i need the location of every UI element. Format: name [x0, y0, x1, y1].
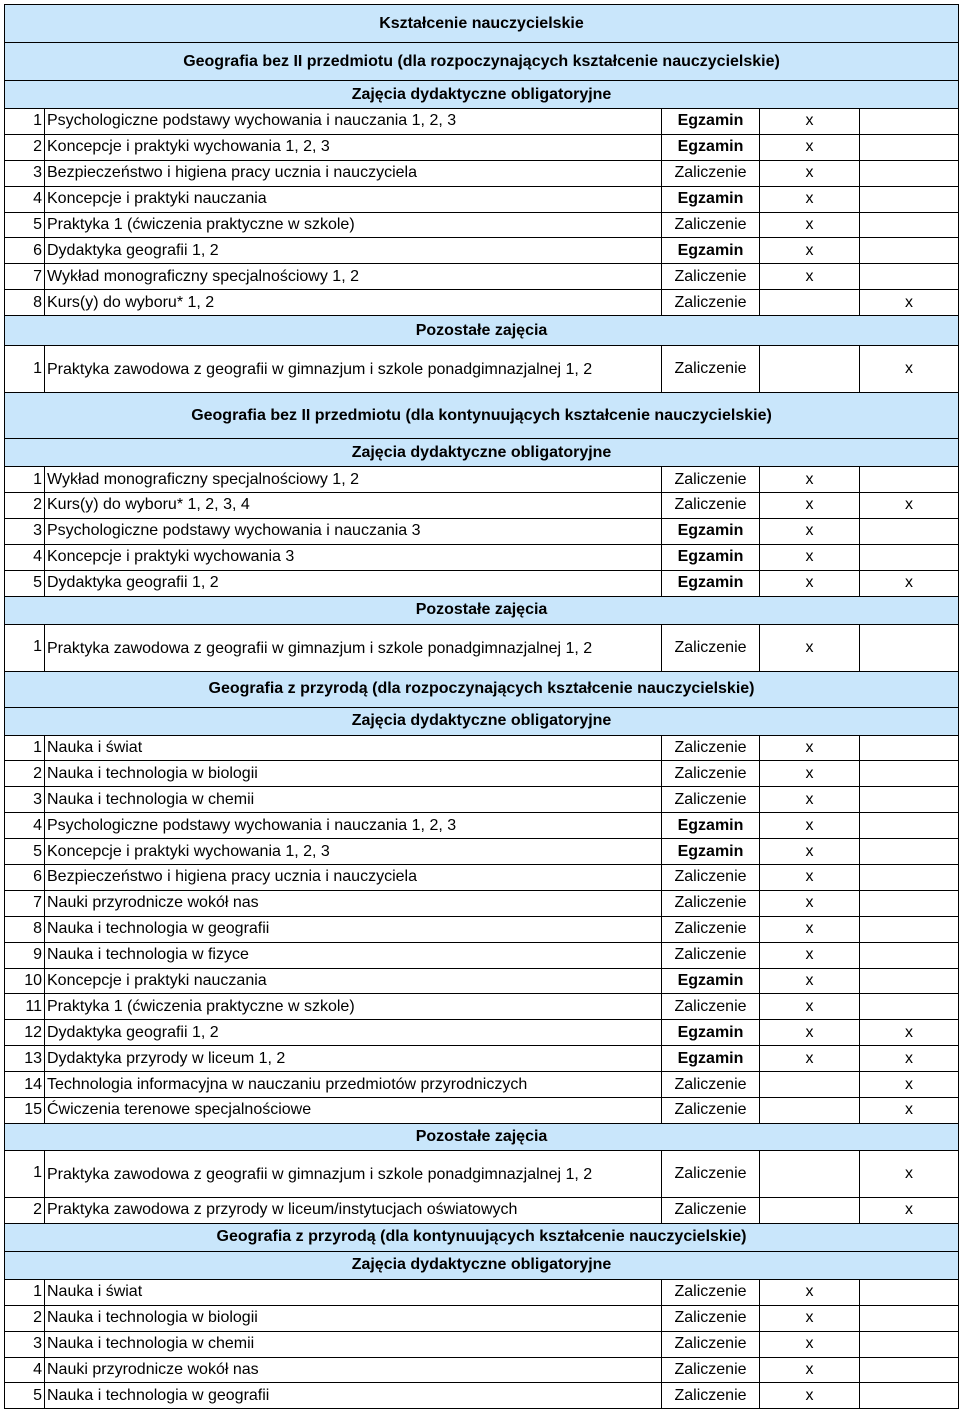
mark-column-1 [760, 1197, 860, 1223]
row-number: 4 [5, 544, 45, 570]
assessment-type: Zaliczenie [662, 346, 760, 393]
mark-column-1: x [760, 160, 860, 186]
mark-column-1: x [760, 968, 860, 994]
mark-column-2: x [860, 570, 959, 596]
mark-column-1: x [760, 994, 860, 1020]
course-name: Nauka i technologia w chemii [45, 787, 662, 813]
course-name: Dydaktyka przyrody w liceum 1, 2 [45, 1046, 662, 1072]
group-header-row [5, 707, 959, 735]
mark-column-2 [860, 624, 959, 671]
mark-column-2: x [860, 290, 959, 316]
table-row [5, 942, 959, 968]
group-header-row [5, 81, 959, 109]
assessment-type: Zaliczenie [662, 761, 760, 787]
course-name: Ćwiczenia terenowe specjalnościowe [45, 1098, 662, 1124]
table-row [5, 1098, 959, 1124]
mark-column-2 [860, 518, 959, 544]
mark-column-2 [860, 968, 959, 994]
table-row [5, 518, 959, 544]
group-heading: Zajęcia dydaktyczne obligatoryjne [5, 1251, 959, 1279]
assessment-type: Egzamin [662, 1020, 760, 1046]
table-row [5, 1197, 959, 1223]
assessment-type: Zaliczenie [662, 264, 760, 290]
table-row [5, 212, 959, 238]
table-row [5, 1383, 959, 1409]
course-name: Praktyka zawodowa z geografii w gimnazjum i szkole ponadgimnazjalnej 1, 2 [45, 624, 662, 671]
mark-column-2 [860, 467, 959, 493]
mark-column-2: x [860, 1150, 959, 1197]
mark-column-2 [860, 1279, 959, 1305]
mark-column-2 [860, 544, 959, 570]
group-header-row [5, 1123, 959, 1150]
mark-column-1: x [760, 865, 860, 891]
assessment-type: Zaliczenie [662, 890, 760, 916]
table-row [5, 570, 959, 596]
mark-column-1: x [760, 1305, 860, 1331]
row-number: 3 [5, 1331, 45, 1357]
section-heading: Geografia bez II przedmiotu (dla rozpoczynających kształcenie nauczycielskie) [5, 43, 959, 81]
title-row [5, 5, 959, 43]
section-heading: Geografia z przyrodą (dla rozpoczynających kształcenie nauczycielskie) [5, 671, 959, 707]
mark-column-1: x [760, 518, 860, 544]
course-name: Koncepcje i praktyki wychowania 1, 2, 3 [45, 839, 662, 865]
table-row [5, 1279, 959, 1305]
mark-column-2 [860, 212, 959, 238]
course-name: Nauka i świat [45, 735, 662, 761]
row-number: 2 [5, 493, 45, 519]
assessment-type: Egzamin [662, 570, 760, 596]
course-name: Praktyka zawodowa z geografii w gimnazjum i szkole ponadgimnazjalnej 1, 2 [45, 346, 662, 393]
section-header-row [5, 43, 959, 81]
row-number: 1 [5, 735, 45, 761]
course-name: Praktyka 1 (ćwiczenia praktyczne w szkole) [45, 994, 662, 1020]
course-name: Nauki przyrodnicze wokół nas [45, 890, 662, 916]
table-row [5, 134, 959, 160]
mark-column-1 [760, 346, 860, 393]
assessment-type: Zaliczenie [662, 160, 760, 186]
mark-column-1: x [760, 238, 860, 264]
row-number: 5 [5, 570, 45, 596]
assessment-type: Egzamin [662, 134, 760, 160]
mark-column-2: x [860, 1072, 959, 1098]
assessment-type: Zaliczenie [662, 916, 760, 942]
mark-column-2 [860, 735, 959, 761]
row-number: 3 [5, 787, 45, 813]
row-number: 6 [5, 865, 45, 891]
row-number: 9 [5, 942, 45, 968]
row-number: 2 [5, 1197, 45, 1223]
mark-column-1: x [760, 186, 860, 212]
program-table [4, 4, 959, 1409]
mark-column-1: x [760, 839, 860, 865]
mark-column-2 [860, 160, 959, 186]
row-number: 1 [5, 109, 45, 135]
table-row [5, 994, 959, 1020]
assessment-type: Zaliczenie [662, 787, 760, 813]
course-name: Nauka i świat [45, 1279, 662, 1305]
course-name: Dydaktyka geografii 1, 2 [45, 238, 662, 264]
row-number: 5 [5, 839, 45, 865]
assessment-type: Zaliczenie [662, 735, 760, 761]
row-number: 3 [5, 518, 45, 544]
table-row [5, 290, 959, 316]
mark-column-2 [860, 813, 959, 839]
section-header-row [5, 671, 959, 707]
table-row [5, 735, 959, 761]
assessment-type: Zaliczenie [662, 942, 760, 968]
assessment-type: Zaliczenie [662, 212, 760, 238]
mark-column-2 [860, 761, 959, 787]
mark-column-2 [860, 134, 959, 160]
table-row [5, 1020, 959, 1046]
table-row [5, 1305, 959, 1331]
group-heading: Zajęcia dydaktyczne obligatoryjne [5, 439, 959, 467]
mark-column-1: x [760, 1383, 860, 1409]
mark-column-2: x [860, 1197, 959, 1223]
mark-column-1: x [760, 1020, 860, 1046]
table-row [5, 1150, 959, 1197]
table-row [5, 493, 959, 519]
group-header-row [5, 316, 959, 346]
table-row [5, 787, 959, 813]
row-number: 4 [5, 186, 45, 212]
assessment-type: Egzamin [662, 813, 760, 839]
course-name: Bezpieczeństwo i higiena pracy ucznia i nauczyciela [45, 160, 662, 186]
assessment-type: Zaliczenie [662, 1383, 760, 1409]
group-heading: Pozostałe zajęcia [5, 316, 959, 346]
row-number: 12 [5, 1020, 45, 1046]
assessment-type: Egzamin [662, 109, 760, 135]
mark-column-1: x [760, 264, 860, 290]
row-number: 1 [5, 346, 45, 393]
course-name: Nauki przyrodnicze wokół nas [45, 1357, 662, 1383]
table-row [5, 624, 959, 671]
assessment-type: Zaliczenie [662, 865, 760, 891]
mark-column-2: x [860, 1098, 959, 1124]
mark-column-2 [860, 1357, 959, 1383]
mark-column-2 [860, 787, 959, 813]
assessment-type: Egzamin [662, 968, 760, 994]
row-number: 4 [5, 1357, 45, 1383]
row-number: 1 [5, 467, 45, 493]
course-name: Nauka i technologia w biologii [45, 1305, 662, 1331]
row-number: 5 [5, 212, 45, 238]
course-name: Praktyka zawodowa z geografii w gimnazjum i szkole ponadgimnazjalnej 1, 2 [45, 1150, 662, 1197]
course-name: Koncepcje i praktyki wychowania 3 [45, 544, 662, 570]
mark-column-1 [760, 1098, 860, 1124]
group-heading: Pozostałe zajęcia [5, 596, 959, 624]
assessment-type: Zaliczenie [662, 1357, 760, 1383]
assessment-type: Zaliczenie [662, 467, 760, 493]
mark-column-2 [860, 1383, 959, 1409]
course-name: Nauka i technologia w biologii [45, 761, 662, 787]
assessment-type: Egzamin [662, 1046, 760, 1072]
course-name: Kurs(y) do wyboru* 1, 2 [45, 290, 662, 316]
table-row [5, 1357, 959, 1383]
assessment-type: Zaliczenie [662, 1305, 760, 1331]
mark-column-1: x [760, 1046, 860, 1072]
course-name: Bezpieczeństwo i higiena pracy ucznia i nauczyciela [45, 865, 662, 891]
mark-column-1: x [760, 624, 860, 671]
row-number: 14 [5, 1072, 45, 1098]
section-heading: Geografia z przyrodą (dla kontynuujących kształcenie nauczycielskie) [5, 1223, 959, 1251]
row-number: 8 [5, 916, 45, 942]
course-name: Koncepcje i praktyki nauczania [45, 186, 662, 212]
mark-column-2 [860, 942, 959, 968]
mark-column-1: x [760, 1279, 860, 1305]
mark-column-2 [860, 1331, 959, 1357]
section-heading: Geografia bez II przedmiotu (dla kontynuujących kształcenie nauczycielskie) [5, 393, 959, 439]
mark-column-1: x [760, 212, 860, 238]
course-name: Nauka i technologia w geografii [45, 1383, 662, 1409]
mark-column-1: x [760, 761, 860, 787]
row-number: 2 [5, 1305, 45, 1331]
course-name: Dydaktyka geografii 1, 2 [45, 570, 662, 596]
mark-column-1: x [760, 134, 860, 160]
table-row [5, 264, 959, 290]
mark-column-2 [860, 186, 959, 212]
table-row [5, 813, 959, 839]
mark-column-1: x [760, 544, 860, 570]
assessment-type: Zaliczenie [662, 1072, 760, 1098]
group-header-row [5, 596, 959, 624]
row-number: 2 [5, 134, 45, 160]
mark-column-1: x [760, 570, 860, 596]
row-number: 15 [5, 1098, 45, 1124]
row-number: 6 [5, 238, 45, 264]
course-name: Koncepcje i praktyki nauczania [45, 968, 662, 994]
mark-column-1: x [760, 109, 860, 135]
mark-column-1: x [760, 493, 860, 519]
mark-column-2 [860, 109, 959, 135]
course-name: Praktyka 1 (ćwiczenia praktyczne w szkole) [45, 212, 662, 238]
mark-column-1: x [760, 787, 860, 813]
mark-column-2 [860, 865, 959, 891]
section-header-row [5, 393, 959, 439]
course-name: Nauka i technologia w geografii [45, 916, 662, 942]
assessment-type: Zaliczenie [662, 994, 760, 1020]
table-row [5, 839, 959, 865]
mark-column-2: x [860, 1020, 959, 1046]
mark-column-2 [860, 238, 959, 264]
row-number: 7 [5, 264, 45, 290]
course-name: Wykład monograficzny specjalnościowy 1, 2 [45, 264, 662, 290]
mark-column-2: x [860, 1046, 959, 1072]
table-row [5, 1072, 959, 1098]
mark-column-1: x [760, 467, 860, 493]
row-number: 1 [5, 624, 45, 671]
mark-column-1: x [760, 1331, 860, 1357]
mark-column-1: x [760, 813, 860, 839]
page-title: Kształcenie nauczycielskie [5, 5, 959, 43]
assessment-type: Zaliczenie [662, 624, 760, 671]
group-heading: Zajęcia dydaktyczne obligatoryjne [5, 81, 959, 109]
row-number: 7 [5, 890, 45, 916]
group-header-row [5, 439, 959, 467]
mark-column-2 [860, 916, 959, 942]
mark-column-1: x [760, 1357, 860, 1383]
table-row [5, 160, 959, 186]
table-row [5, 544, 959, 570]
group-header-row [5, 1251, 959, 1279]
assessment-type: Zaliczenie [662, 1331, 760, 1357]
table-row [5, 968, 959, 994]
mark-column-1 [760, 290, 860, 316]
assessment-type: Zaliczenie [662, 290, 760, 316]
course-name: Technologia informacyjna w nauczaniu przedmiotów przyrodniczych [45, 1072, 662, 1098]
section-header-row [5, 1223, 959, 1251]
course-name: Praktyka zawodowa z przyrody w liceum/instytucjach oświatowych [45, 1197, 662, 1223]
course-name: Koncepcje i praktyki wychowania 1, 2, 3 [45, 134, 662, 160]
row-number: 3 [5, 160, 45, 186]
mark-column-2 [860, 264, 959, 290]
row-number: 8 [5, 290, 45, 316]
mark-column-2 [860, 1305, 959, 1331]
assessment-type: Egzamin [662, 518, 760, 544]
table-row [5, 916, 959, 942]
mark-column-2 [860, 994, 959, 1020]
assessment-type: Zaliczenie [662, 1150, 760, 1197]
mark-column-1: x [760, 942, 860, 968]
table-row [5, 467, 959, 493]
table-row [5, 346, 959, 393]
course-name: Kurs(y) do wyboru* 1, 2, 3, 4 [45, 493, 662, 519]
row-number: 11 [5, 994, 45, 1020]
assessment-type: Zaliczenie [662, 1197, 760, 1223]
course-name: Nauka i technologia w fizyce [45, 942, 662, 968]
table-row [5, 1046, 959, 1072]
assessment-type: Egzamin [662, 186, 760, 212]
assessment-type: Zaliczenie [662, 493, 760, 519]
table-row [5, 186, 959, 212]
assessment-type: Egzamin [662, 544, 760, 570]
mark-column-1: x [760, 890, 860, 916]
mark-column-1 [760, 1072, 860, 1098]
course-name: Psychologiczne podstawy wychowania i nauczania 1, 2, 3 [45, 813, 662, 839]
mark-column-2: x [860, 346, 959, 393]
program-table-body [5, 5, 959, 1409]
assessment-type: Egzamin [662, 238, 760, 264]
row-number: 10 [5, 968, 45, 994]
row-number: 1 [5, 1150, 45, 1197]
mark-column-1: x [760, 735, 860, 761]
row-number: 13 [5, 1046, 45, 1072]
mark-column-1: x [760, 916, 860, 942]
course-name: Psychologiczne podstawy wychowania i nauczania 3 [45, 518, 662, 544]
mark-column-1 [760, 1150, 860, 1197]
course-name: Wykład monograficzny specjalnościowy 1, 2 [45, 467, 662, 493]
mark-column-2: x [860, 493, 959, 519]
row-number: 5 [5, 1383, 45, 1409]
group-heading: Pozostałe zajęcia [5, 1123, 959, 1150]
mark-column-2 [860, 890, 959, 916]
assessment-type: Zaliczenie [662, 1098, 760, 1124]
assessment-type: Egzamin [662, 839, 760, 865]
table-row [5, 761, 959, 787]
assessment-type: Zaliczenie [662, 1279, 760, 1305]
row-number: 2 [5, 761, 45, 787]
row-number: 4 [5, 813, 45, 839]
course-name: Dydaktyka geografii 1, 2 [45, 1020, 662, 1046]
table-row [5, 865, 959, 891]
course-name: Nauka i technologia w chemii [45, 1331, 662, 1357]
table-row [5, 890, 959, 916]
table-row [5, 1331, 959, 1357]
group-heading: Zajęcia dydaktyczne obligatoryjne [5, 707, 959, 735]
course-name: Psychologiczne podstawy wychowania i nauczania 1, 2, 3 [45, 109, 662, 135]
mark-column-2 [860, 839, 959, 865]
row-number: 1 [5, 1279, 45, 1305]
table-row [5, 109, 959, 135]
table-row [5, 238, 959, 264]
